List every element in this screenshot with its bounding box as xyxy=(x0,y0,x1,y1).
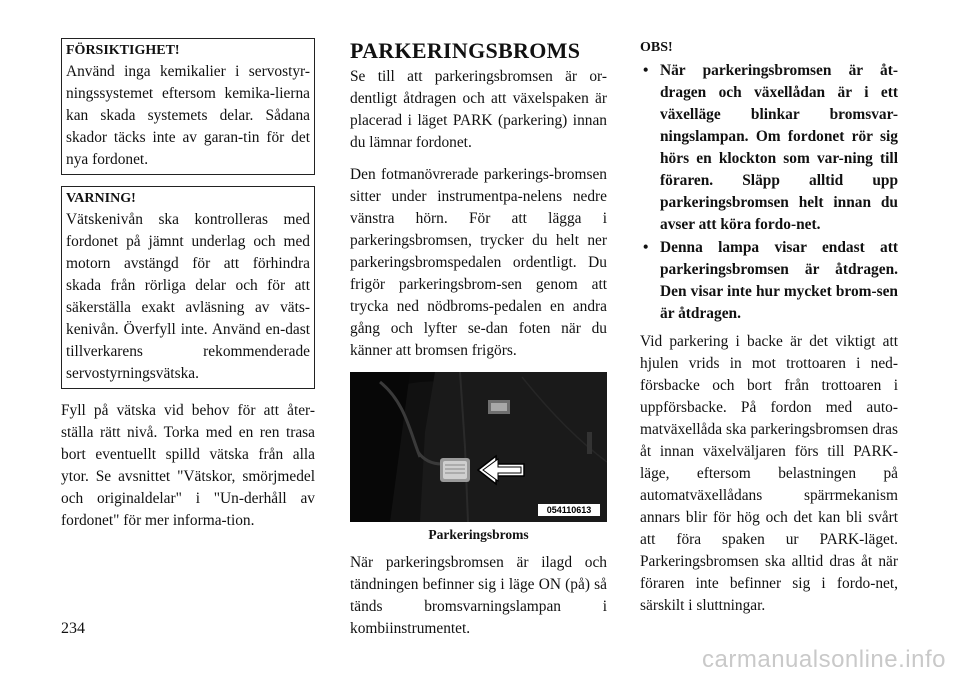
section-heading: PARKERINGSBROMS xyxy=(350,38,581,63)
caution-title: FÖRSIKTIGHET! xyxy=(66,43,180,58)
figure-code: 054110613 xyxy=(546,505,592,515)
page-number: 234 xyxy=(61,620,85,637)
warning-title: VARNING! xyxy=(66,191,136,206)
parking-brake-paragraph-3: När parkeringsbromsen är ilagd och tändningen befinner sig i läge ON (på) så tänds bromsvarningslampan i kombiinstrumentet. xyxy=(350,554,607,637)
caution-box xyxy=(61,38,315,175)
middle-column xyxy=(350,38,607,650)
note-bullet-2: Denna lampa visar endast att parkeringsbromsen är åtdragen. Den visar inte hur mycket brom-sen är åtdragen. xyxy=(660,239,898,322)
parking-brake-figure xyxy=(350,372,607,522)
hill-parking-paragraph: Vid parkering i backe är det viktigt att hjulen vrids in mot trottoaren i ned-försbacke och bort från trottoaren i uppförsbacke. På fordon med auto-matväxellåda ska parkeringsbromsen dras åt innan växelväljaren förs till PARK-läge, eftersom belastningen på automatväxellådans spärrmekanism annars blir för hög och det kan bli svårt att föra spaken ur PARK-läget. Parkeringsbromsen ska alltid dras åt när föraren inte befinner sig i fordo-net, särskilt i sluttningar. xyxy=(640,333,898,614)
warning-box xyxy=(61,186,315,389)
note-list xyxy=(640,60,898,325)
refill-paragraph: Fyll på vätska vid behov för att åter-ställa rätt nivå. Torka med en ren trasa bort eventuellt spilld vätska från alla ytor. Se avsnittet "Vätskor, smörjmedel och originaldelar" i "Un-derhåll av fordonet" för mer informa-tion. xyxy=(61,402,315,529)
left-column xyxy=(61,38,315,542)
note-bullet-1: När parkeringsbromsen är åt-dragen och växellådan är i ett växelläge blinkar bromsvar-ningslampan. Om fordonet rör sig hörs en klockton som var-ning till föraren. Släpp alltid upp parkeringsbromsen helt innan du avser att köra fordo-net. xyxy=(660,62,898,233)
bullet-icon: • xyxy=(643,239,649,256)
list-item xyxy=(640,60,898,236)
figure-caption: Parkeringsbroms xyxy=(428,527,529,542)
parking-brake-paragraph-1: Se till att parkeringsbromsen är or-dentligt åtdragen och att växelspaken är placerad i läget PARK (parkering) innan du lämnar fordonet. xyxy=(350,68,607,151)
parking-brake-illustration xyxy=(350,372,607,522)
note-label: OBS! xyxy=(640,40,673,55)
caution-text: Använd inga kemikalier i servostyr-ningssystemet eftersom kemika-lierna kan skada systemets delar. Sådana skador täcks inte av garan-tin för det nya fordonet. xyxy=(66,63,310,168)
list-item xyxy=(640,237,898,325)
watermark: carmanualsonline.info xyxy=(702,646,946,673)
right-column xyxy=(640,38,898,627)
bullet-icon: • xyxy=(643,62,649,79)
warning-text: Vätskenivån ska kontrolleras med fordonet på jämnt underlag och med motorn avstängd för att förhindra skada från rörliga delar och för att säkerställa exakt avläsning av väts-kenivån. Överfyll inte. Använd en-dast tillverkarens rekommenderade servostyrningsvätska. xyxy=(66,211,310,382)
parking-brake-paragraph-2: Den fotmanövrerade parkerings-bromsen sitter under instrumentpa-nelens nedre vänstra hörn. För att lägga i parkeringsbromsen, trycker du helt ner parkeringsbromspedalen ordentligt. Du frigör parkeringsbrom-sen genom att trycka ned nödbroms-pedalen en andra gång och lyfter se-dan foten när du känner att bromsen frigörs. xyxy=(350,166,607,359)
